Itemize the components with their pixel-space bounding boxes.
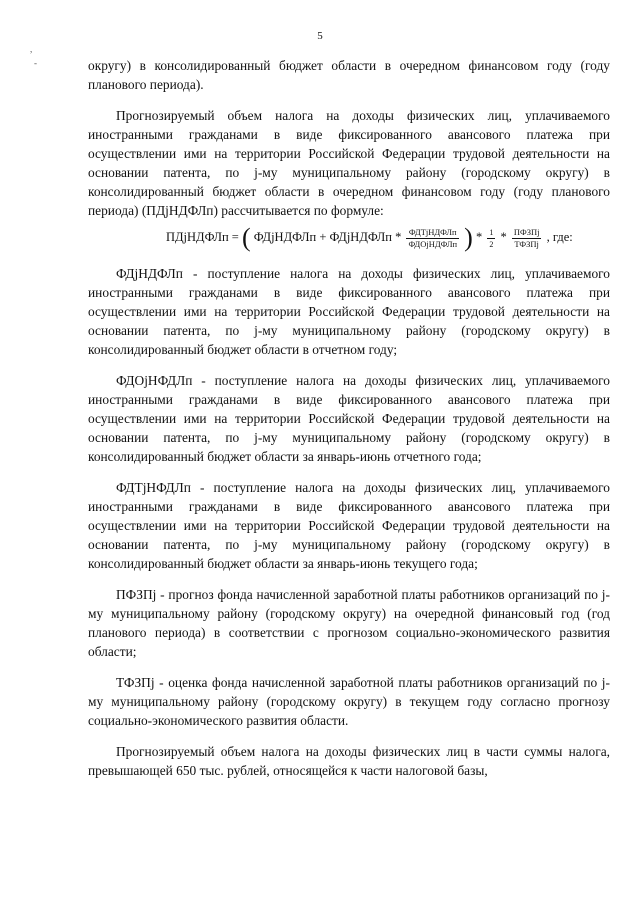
formula-fraction — [406, 227, 459, 250]
formula-fraction — [512, 227, 542, 250]
document-body — [88, 56, 610, 792]
formula-operator: * — [500, 230, 507, 244]
fraction-numerator: ПФЗПj — [513, 226, 540, 237]
formula-fraction — [487, 227, 495, 250]
fraction-denominator: ТФЗПj — [514, 238, 539, 249]
paragraph: Прогнозируемый объем налога на доходы физических лиц, уплачиваемого иностранными гражданами в виде фиксированного авансового платежа при осуществлении ими на территории Российской Федерации трудовой деятельности на основании патента, по j-му муниципальному району (городскому округу) в консолидированный бюджет области в очередном финансовом году (году планового периода) (ПДjНДФЛп) рассчитывается по формуле: — [88, 108, 610, 218]
definition: ФДТjНФДЛп - поступление налога на доходы физических лиц, уплачиваемого иностранными гражданами в виде фиксированного авансового платежа при осуществлении ими на территории Российской Федерации трудовой деятельности на основании патента, по j-му муниципальному району (городскому округу) в консолидированный бюджет области за январь-июнь текущего года; — [88, 479, 610, 571]
fraction-numerator: 1 — [489, 227, 494, 237]
margin-mark: - — [34, 58, 37, 68]
definition: ФДjНДФЛп - поступление налога на доходы физических лиц, уплачиваемого иностранными гражданами в виде фиксированного авансового платежа при осуществлении ими на территории Российской Федерации трудовой деятельности на основании патента, по j-му муниципальному району (городскому округу) в консолидированный бюджет области в отчетном году; — [88, 265, 610, 357]
formula-paren: ( — [241, 223, 251, 253]
fraction-denominator: 2 — [489, 239, 494, 249]
definition: ПФЗПj - прогноз фонда начисленной заработной платы работников организаций по j-му муниципальному району (городскому округу) на очередной финансовый год (год планового периода) в соответствии с прогнозом социально-экономического развития области; — [88, 586, 610, 659]
formula-term: ФДjНДФЛп + ФДjНДФЛп * — [253, 230, 402, 244]
formula-paren: ) — [464, 223, 473, 253]
paragraph: округу) в консолидированный бюджет области в очередном финансовом году (году планового периода). — [88, 58, 610, 92]
definition: ФДОjНФДЛп - поступление налога на доходы физических лиц, уплачиваемого иностранными гражданами в виде фиксированного авансового платежа при осуществлении ими на территории Российской Федерации трудовой деятельности на основании патента, по j-му муниципальному району (городскому округу) в консолидированный бюджет области за январь-июнь отчетного года; — [88, 372, 610, 464]
definition: ТФЗПj - оценка фонда начисленной заработной платы работников организаций по j-му муниципальному району (городскому округу) в текущем году согласно прогнозу социально-экономического развития области. — [88, 674, 610, 728]
formula-operator: * — [475, 230, 486, 244]
margin-mark: , — [30, 44, 33, 54]
fraction-numerator: ФДТjНДФЛп — [406, 227, 459, 239]
formula-tail: , где: — [546, 230, 573, 244]
fraction-denominator: ФДОjНДФЛп — [408, 238, 458, 249]
page-number: 5 — [317, 30, 323, 42]
paragraph: Прогнозируемый объем налога на доходы физических лиц в части суммы налога, превышающей 650 тыс. рублей, относящейся к части налоговой базы, — [88, 743, 610, 778]
formula — [166, 223, 610, 253]
formula-lhs: ПДjНДФЛп = — [166, 230, 239, 244]
